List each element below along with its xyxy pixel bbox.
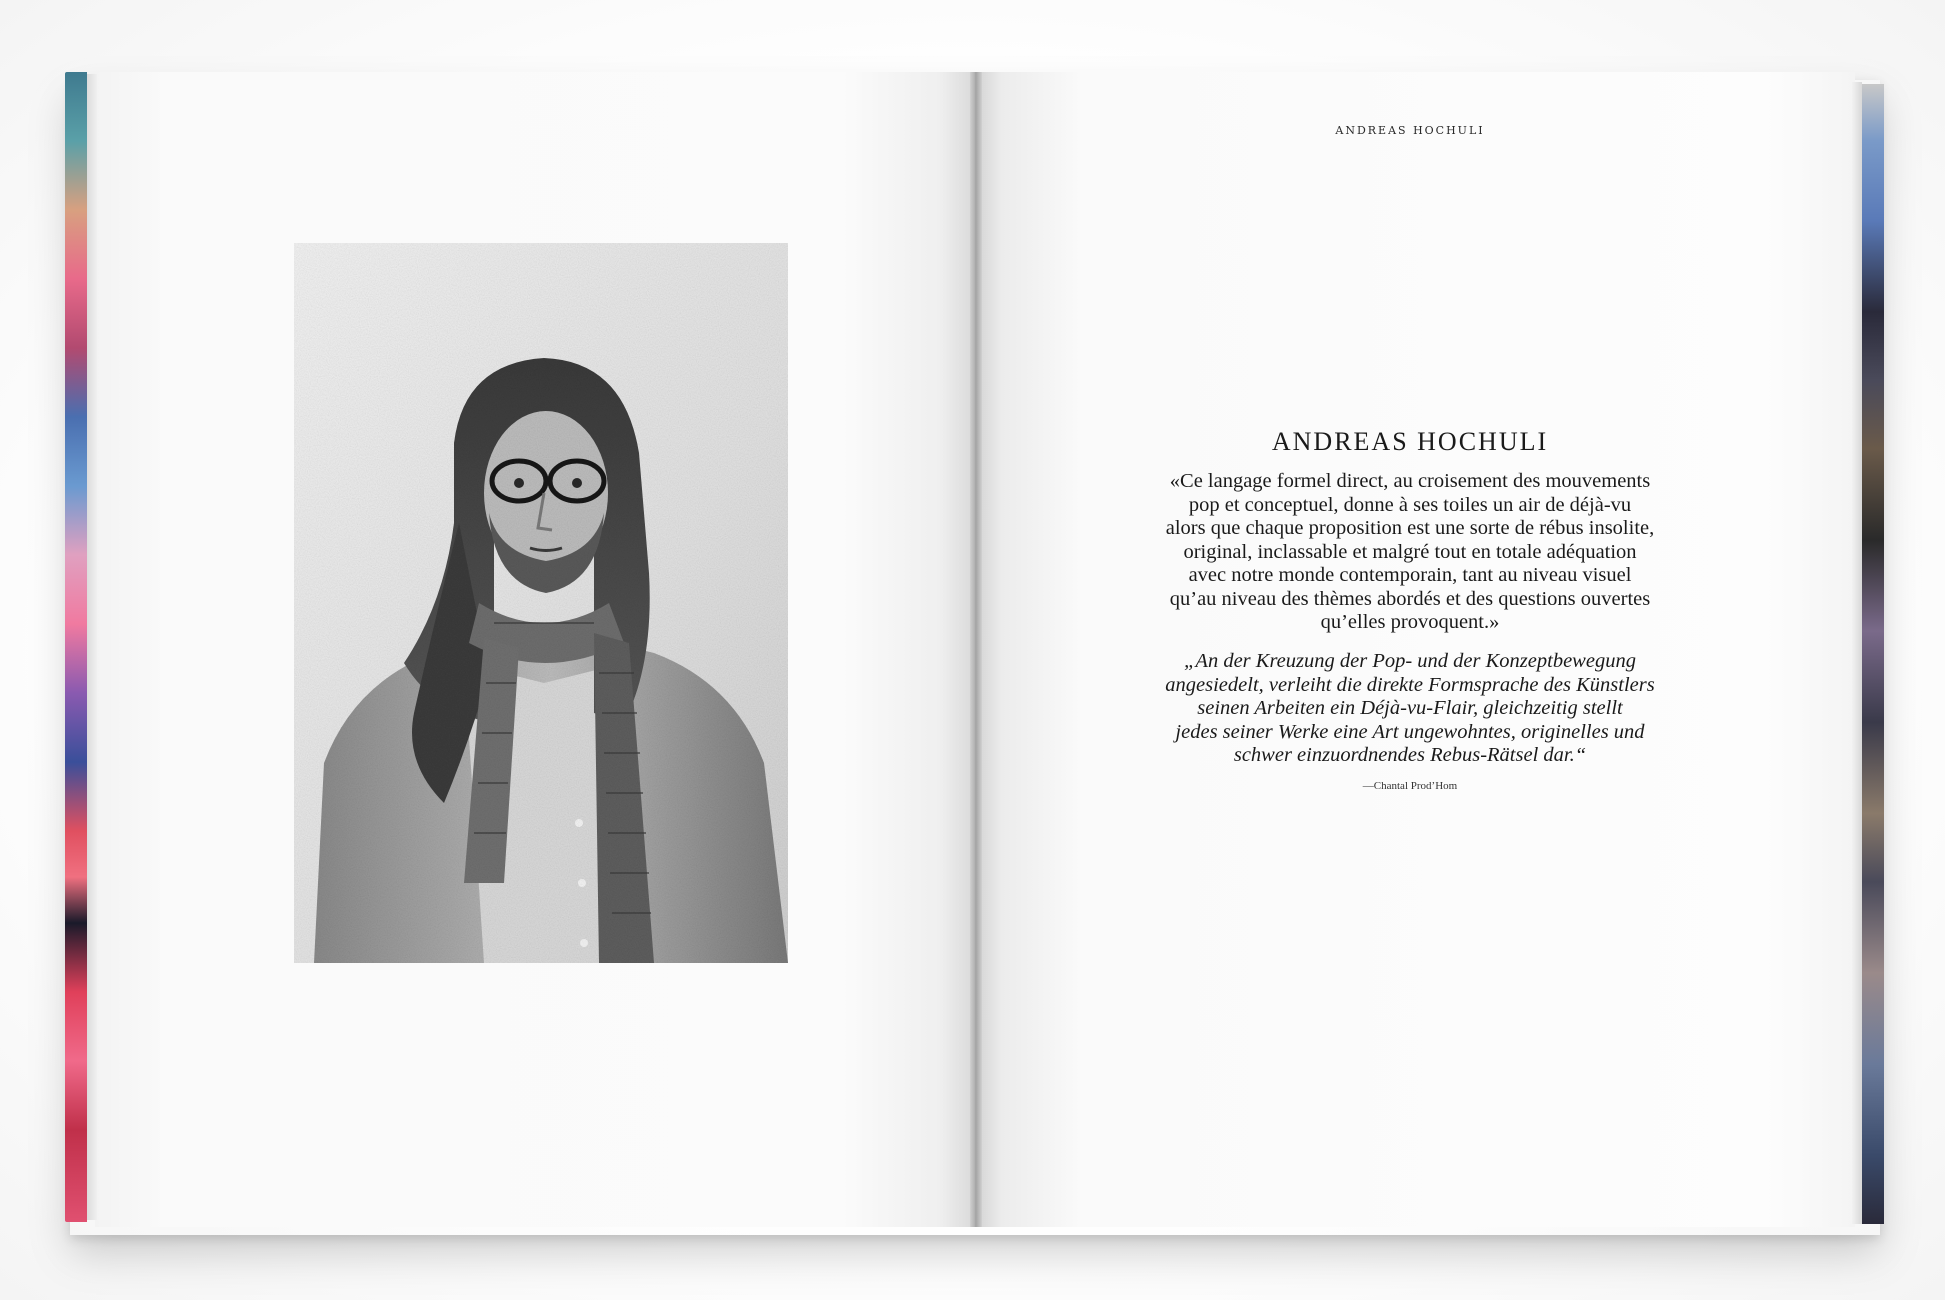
- running-head: ANDREAS HOCHULI: [1335, 124, 1485, 137]
- left-cover-edge: [65, 72, 87, 1222]
- quote-attribution: —Chantal Prod’Hom: [1362, 780, 1458, 792]
- quote-french: [1100, 470, 1720, 635]
- quote-french-line: qu’au niveau des thèmes abordés et des questions ouvertes: [1169, 587, 1651, 610]
- portrait-photo: [294, 243, 788, 963]
- quote-german-line: „An der Kreuzung der Pop- und der Konzeptbewegung: [1184, 650, 1636, 672]
- quote-german-line: seinen Arbeiten ein Déjà-vu-Flair, gleichzeitig stellt: [1197, 697, 1623, 719]
- quote-french-line: alors que chaque proposition est une sorte de rébus insolite,: [1165, 517, 1655, 539]
- right-cover-edge: [1860, 84, 1884, 1224]
- quote-french-line: avec notre monde contemporain, tant au niveau visuel: [1188, 564, 1632, 586]
- book-gutter: [970, 72, 982, 1227]
- right-page-stack: [1852, 82, 1862, 1224]
- quote-french-line: qu’elles provoquent.»: [1320, 611, 1500, 633]
- left-page-stack: [87, 74, 97, 1220]
- quote-german: [1100, 650, 1720, 768]
- portrait-illustration: [294, 243, 788, 963]
- quote-german-line: jedes seiner Werke eine Art ungewohntes, originelles und: [1175, 720, 1645, 743]
- quote-german-line: angesiedelt, verleiht die direkte Formsprache des Künstlers: [1165, 673, 1655, 696]
- quote-german-line: schwer einzuordnendes Rebus-Rätsel dar.“: [1233, 744, 1587, 766]
- artist-title: ANDREAS HOCHULI: [1271, 427, 1549, 456]
- quote-french-line: original, inclassable et malgré tout en totale adéquation: [1183, 540, 1637, 563]
- quote-french-line: «Ce langage formel direct, au croisement des mouvements: [1169, 470, 1651, 492]
- quote-french-line: pop et conceptuel, donne à ses toiles un air de déjà-vu: [1188, 493, 1632, 516]
